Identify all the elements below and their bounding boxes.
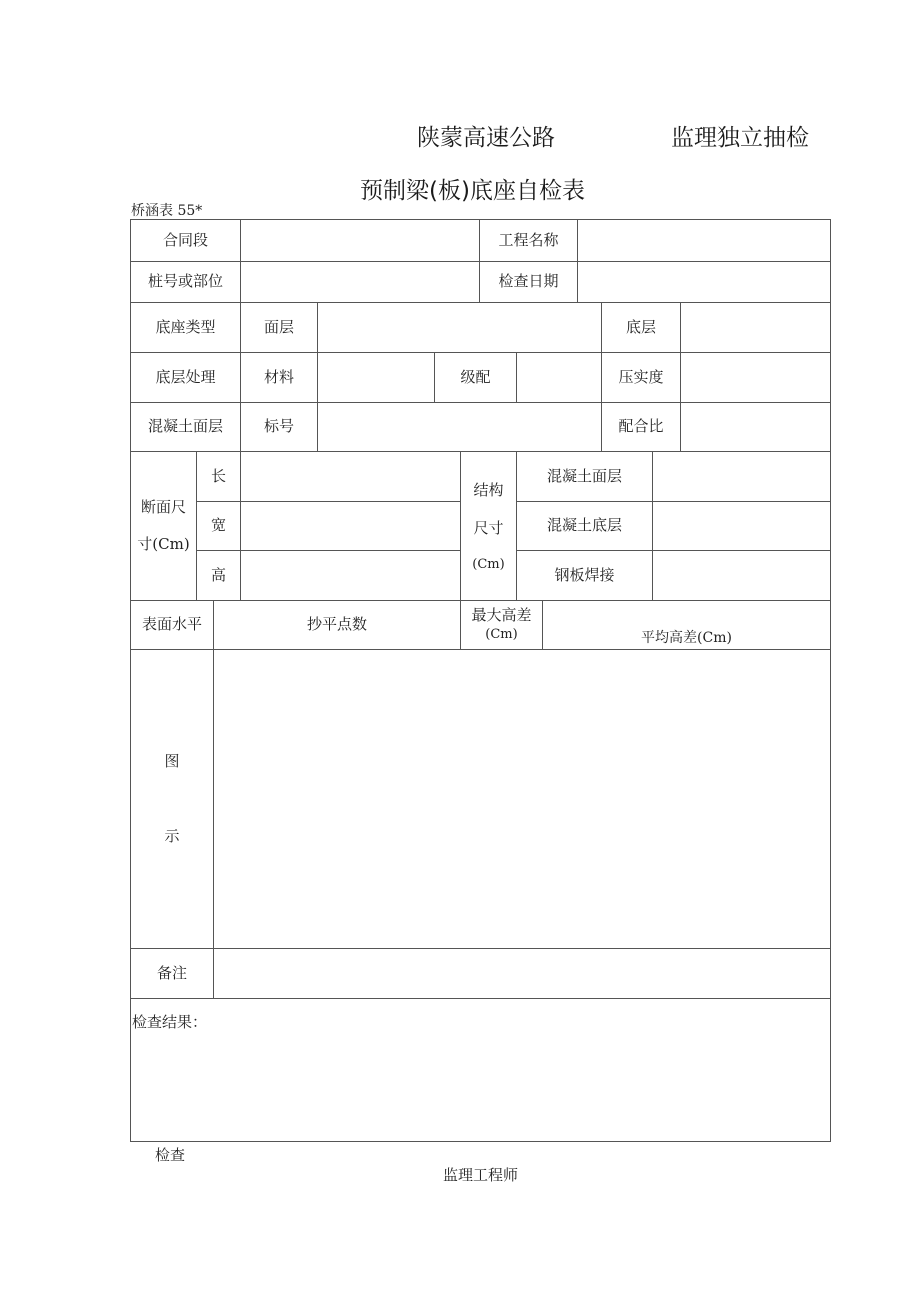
steel-plate-welding-label: 钢板焊接 bbox=[554, 565, 615, 584]
diagram-label bbox=[131, 650, 213, 948]
inspection-result-label: 检查结果： bbox=[132, 1013, 208, 1031]
section-dimension-label bbox=[131, 452, 196, 600]
structure-dimension-line-3: (Cm) bbox=[472, 556, 505, 572]
remarks-label: 备注 bbox=[156, 963, 187, 982]
struct-concrete-bottom-field[interactable] bbox=[653, 502, 830, 550]
surface-level-label: 表面水平 bbox=[141, 615, 202, 634]
project-name: 陕蒙高速公路 bbox=[417, 125, 555, 151]
struct-concrete-bottom-label: 混凝土底层 bbox=[546, 516, 622, 535]
width-field[interactable] bbox=[241, 502, 460, 550]
leveling-points-label: 抄平点数 bbox=[306, 615, 367, 634]
mix-ratio-label: 配合比 bbox=[618, 417, 664, 436]
surface-layer-label: 面层 bbox=[263, 317, 294, 336]
structure-dimension-label bbox=[461, 452, 516, 600]
height-field[interactable] bbox=[241, 551, 460, 600]
bottom-layer-label: 底层 bbox=[625, 317, 656, 336]
structure-dimension-line-1: 结构 bbox=[473, 481, 504, 500]
base-type-label: 底座类型 bbox=[155, 317, 216, 336]
contract-section-field[interactable] bbox=[241, 220, 479, 261]
inspection-date-field[interactable] bbox=[578, 262, 830, 302]
length-field[interactable] bbox=[241, 452, 460, 501]
struct-concrete-surface-label: 混凝土面层 bbox=[546, 466, 622, 485]
station-field[interactable] bbox=[241, 262, 479, 302]
surface-layer-field[interactable] bbox=[318, 303, 601, 352]
material-field[interactable] bbox=[318, 353, 434, 402]
structure-dimension-line-2: 尺寸 bbox=[473, 519, 504, 538]
max-height-diff-line-2: (Cm) bbox=[485, 627, 518, 643]
length-label: 长 bbox=[210, 466, 226, 485]
height-label: 高 bbox=[210, 565, 226, 584]
diagram-area[interactable] bbox=[214, 650, 830, 948]
project-name-label: 工程名称 bbox=[498, 230, 559, 249]
section-dimension-line-2: 寸(Cm) bbox=[137, 535, 190, 553]
form-number: 桥涵表 55* bbox=[131, 203, 203, 219]
contract-section-label: 合同段 bbox=[162, 230, 208, 249]
page-title: 预制梁(板)底座自检表 bbox=[360, 178, 585, 204]
gradation-field[interactable] bbox=[517, 353, 601, 402]
station-label: 桩号或部位 bbox=[147, 272, 223, 291]
inspection-result-field[interactable] bbox=[131, 1032, 830, 1140]
diagram-label-line-1: 图 bbox=[164, 752, 180, 770]
bottom-treatment-label: 底层处理 bbox=[155, 367, 216, 386]
material-label: 材料 bbox=[263, 367, 294, 386]
bottom-layer-field[interactable] bbox=[681, 303, 830, 352]
gradation-label: 级配 bbox=[460, 367, 491, 386]
width-label: 宽 bbox=[210, 516, 226, 535]
compaction-label: 压实度 bbox=[618, 367, 664, 386]
steel-plate-welding-field[interactable] bbox=[653, 551, 830, 600]
diagram-label-line-2: 示 bbox=[164, 827, 180, 845]
grade-field[interactable] bbox=[318, 403, 601, 451]
max-height-diff-line-1: 最大高差 bbox=[471, 605, 532, 624]
supervisor-label: 监理工程师 bbox=[443, 1166, 519, 1184]
inspection-date-label: 检查日期 bbox=[498, 272, 559, 291]
section-dimension-line-1: 断面尺 bbox=[140, 497, 186, 516]
max-height-diff-label bbox=[461, 601, 542, 649]
project-name-field[interactable] bbox=[578, 220, 830, 261]
compaction-field[interactable] bbox=[681, 353, 830, 402]
struct-concrete-surface-field[interactable] bbox=[653, 452, 830, 501]
remarks-field[interactable] bbox=[214, 949, 830, 998]
inspector-label: 检查 bbox=[155, 1146, 186, 1164]
independent-check-label: 监理独立抽检 bbox=[671, 125, 809, 151]
avg-height-diff-label: 平均高差(Cm) bbox=[641, 629, 732, 646]
mix-ratio-field[interactable] bbox=[681, 403, 830, 451]
grade-label: 标号 bbox=[263, 417, 294, 436]
concrete-surface-layer-label: 混凝土面层 bbox=[147, 417, 223, 436]
